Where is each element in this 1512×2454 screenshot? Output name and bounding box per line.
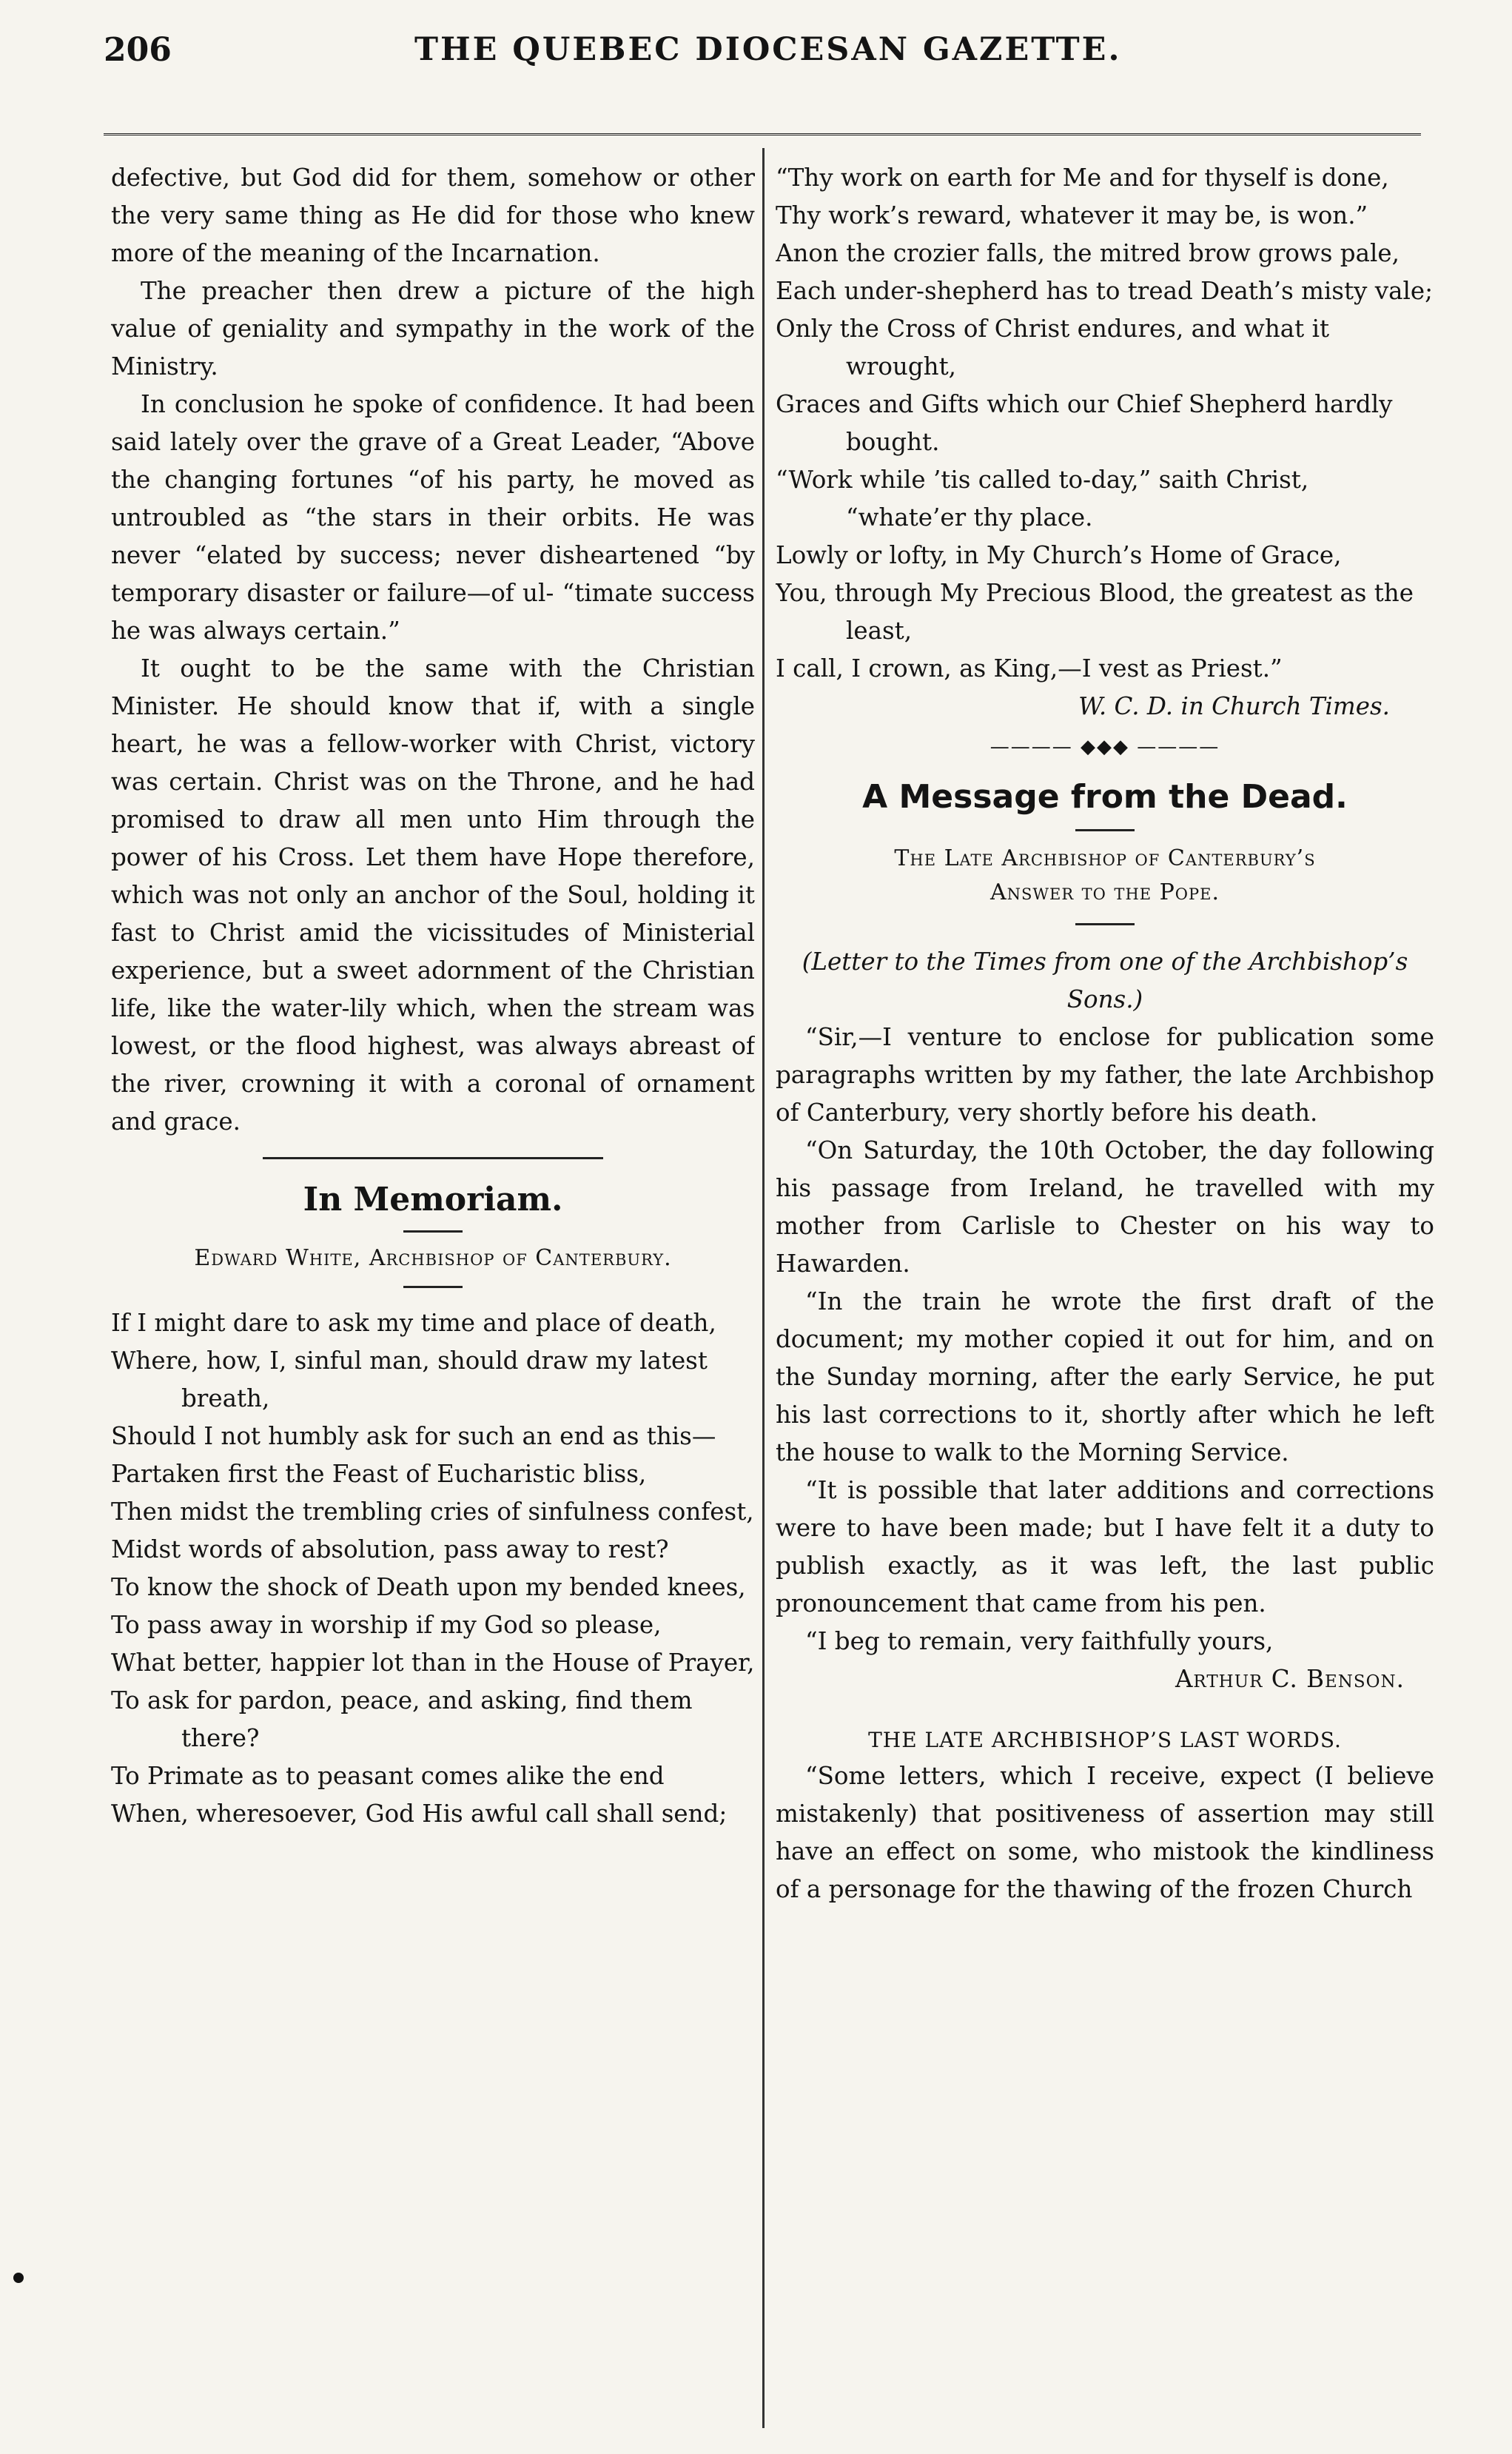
margin-dot bbox=[13, 2273, 24, 2283]
letter-paragraph: “In the train he wrote the first draft of the document; my mother copied it out for him, and on the Sunday morning, after the early Service, he put his last corrections to it, shortly after which he left the house to walk to the Morning Service. bbox=[776, 1287, 1434, 1466]
poem-line: Midst words of absolution, pass away to rest? bbox=[111, 1535, 669, 1563]
poem-line: “Thy work on earth for Me and for thyself is done, bbox=[776, 164, 1389, 192]
message-subtitle-2: Answer to the Pope. bbox=[989, 879, 1220, 905]
letter-paragraph: “It is possible that later additions and corrections were to have been made; but I have felt it a duty to publish exactly, as it was left, the last public pronouncement that came from his pen. bbox=[776, 1476, 1434, 1617]
left-column bbox=[111, 159, 755, 2417]
short-rule bbox=[403, 1286, 463, 1288]
sermon-paragraph: In conclusion he spoke of confidence. It had been said lately over the grave of a Great Leader, “Above the changing fortunes “of his party, he moved as untroubled as “the stars in their orbits. He was never “elated by success; never disheartened “by temporary disaster or failure—of ul- “timate success he was always certain.” bbox=[111, 390, 755, 645]
letter-intro: (Letter to the Times from one of the Archbishop’s Sons.) bbox=[802, 948, 1408, 1013]
short-rule bbox=[1075, 829, 1135, 831]
last-words-paragraph: “Some letters, which I receive, expect (I believe mistakenly) that positiveness of assertion may still have an effect on some, who mistook the kindliness of a personage for the thawing of the frozen Church bbox=[776, 1762, 1434, 1903]
column-divider bbox=[762, 148, 765, 2428]
letter-paragraph: “Sir,—I venture to enclose for publication some paragraphs written by my father, the late Archbishop of Canterbury, very shortly before his death. bbox=[776, 1023, 1434, 1127]
poem-line: Partaken first the Feast of Eucharistic bliss, bbox=[111, 1460, 647, 1488]
poem-line: “Work while ’tis called to-day,” saith Christ, “whate’er thy place. bbox=[776, 466, 1309, 532]
poem-line: Should I not humbly ask for such an end as this— bbox=[111, 1422, 716, 1450]
letter-signature: Arthur C. Benson. bbox=[1175, 1665, 1405, 1693]
header-rule bbox=[104, 133, 1421, 135]
page-header bbox=[104, 31, 1458, 90]
sermon-paragraph: It ought to be the same with the Christian Minister. He should know that if, with a single heart, he was a fellow-worker with Christ, victory was certain. Christ was on the Throne, and he had promised to draw all men unto Him through the power of his Cross. Let them have Hope therefore, which was not only an anchor of the Soul, holding it fast to Christ amid the vicissitudes of Ministerial experience, but a sweet adornment of the Christian life, like the water-lily which, when the stream was lowest, or the flood highest, was always abreast of the river, crowning it with a coronal of ornament and grace. bbox=[111, 654, 755, 1136]
poem-line: You, through My Precious Blood, the greatest as the least, bbox=[776, 579, 1414, 645]
poem-line: Where, how, I, sinful man, should draw my latest breath, bbox=[111, 1347, 708, 1412]
memoriam-subtitle: Edward White, Archbishop of Canterbury. bbox=[194, 1245, 672, 1271]
poem-line: I call, I crown, as King,—I vest as Priest.” bbox=[776, 654, 1283, 683]
poem-line: Lowly or lofty, in My Church’s Home of Grace, bbox=[776, 541, 1342, 569]
poem-line: When, wheresoever, God His awful call shall send; bbox=[111, 1800, 728, 1828]
short-rule bbox=[1075, 923, 1135, 925]
poem-line: To ask for pardon, peace, and asking, find them there? bbox=[111, 1686, 693, 1752]
message-subtitle-1: The Late Archbishop of Canterbury’s bbox=[894, 845, 1316, 871]
poem-line: To know the shock of Death upon my bended knees, bbox=[111, 1573, 746, 1601]
poem-line: To Primate as to peasant comes alike the end bbox=[111, 1762, 665, 1790]
poem-line: Only the Cross of Christ endures, and what it wrought, bbox=[776, 315, 1330, 380]
verse-continuation bbox=[776, 159, 1434, 688]
poem-line: What better, happier lot than in the House of Prayer, bbox=[111, 1649, 755, 1677]
poem-line: To pass away in worship if my God so please, bbox=[111, 1611, 662, 1639]
verse-attribution: W. C. D. in Church Times. bbox=[1078, 692, 1390, 720]
memoriam-poem bbox=[111, 1304, 755, 1833]
section-rule bbox=[263, 1157, 603, 1159]
memoriam-title: In Memoriam. bbox=[303, 1181, 563, 1218]
poem-line: Graces and Gifts which our Chief Shepherd hardly bought. bbox=[776, 390, 1393, 456]
last-words-heading: THE LATE ARCHBISHOP’S LAST WORDS. bbox=[868, 1728, 1342, 1752]
poem-line: If I might dare to ask my time and place of death, bbox=[111, 1309, 716, 1337]
sermon-paragraph: The preacher then drew a picture of the high value of geniality and sympathy in the work of the Ministry. bbox=[111, 277, 755, 380]
sermon-paragraph: defective, but God did for them, somehow or other the very same thing as He did for those who knew more of the meaning of the Incarnation. bbox=[111, 164, 755, 267]
poem-line: Each under-shepherd has to tread Death’s misty vale; bbox=[776, 277, 1434, 305]
poem-line: Then midst the trembling cries of sinfulness confest, bbox=[111, 1498, 754, 1526]
poem-line: Thy work’s reward, whatever it may be, is won.” bbox=[776, 201, 1368, 229]
message-title: A Message from the Dead. bbox=[862, 778, 1348, 816]
page-number: 206 bbox=[104, 31, 172, 69]
short-rule bbox=[403, 1230, 463, 1233]
ornament-divider: ———— ◆◆◆ ———— bbox=[989, 736, 1220, 758]
running-title: THE QUEBEC DIOCESAN GAZETTE. bbox=[414, 31, 1122, 68]
letter-paragraph: “I beg to remain, very faithfully yours, bbox=[805, 1627, 1274, 1655]
poem-line: Anon the crozier falls, the mitred brow grows pale, bbox=[776, 239, 1400, 267]
letter-paragraph: “On Saturday, the 10th October, the day following his passage from Ireland, he travelled with my mother from Carlisle to Chester on his way to Hawarden. bbox=[776, 1136, 1434, 1278]
right-column bbox=[776, 159, 1434, 2417]
